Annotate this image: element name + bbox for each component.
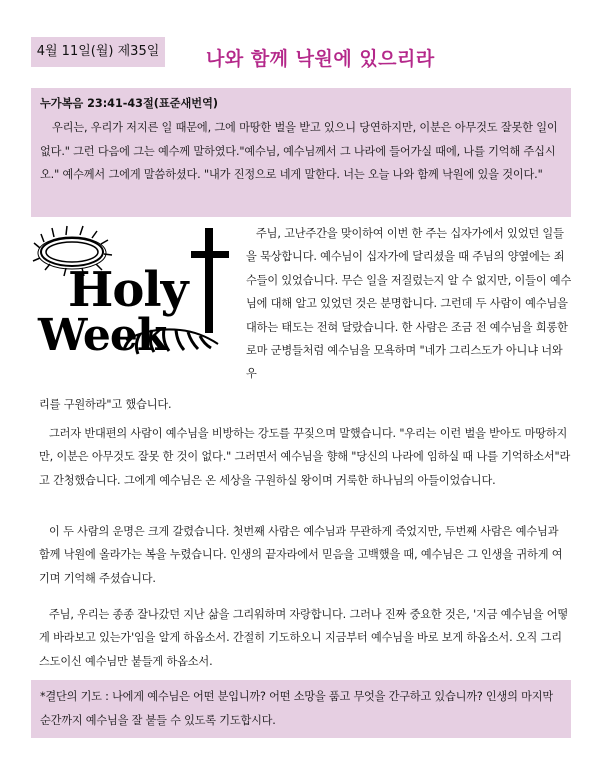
scripture-text: 우리는, 우리가 저지른 일 때문에, 그에 마땅한 벌을 받고 있으니 당연하지만, 이분은 아무것도 잘못한 일이 없다." 그런 다음에 그는 예수께 말하였다."예수님, 예수님께서 그 나라에 들어가실 때에, 나를 기억해 주십시오." 예수께서 그에게 말씀하셨다. "내가 진정으로 네게 말한다. 너는 오늘 나와 함께 낙원에 있을 것이다." [40,121,558,181]
paragraph-4: 주님, 우리는 종종 잘나갔던 지난 삶을 그리워하며 자랑합니다. 그러나 진짜 중요한 것은, '지금 예수님을 어떻게 바라보고 있는가'임을 알게 하옵소서. 간절히 기도하오니 지금부터 예수님을 바로 보게 하옵소서. 오직 그리스도이신 예수님만 붙들게 하옵소서. [39,608,569,668]
scripture-box [31,88,571,217]
holy-week-illustration [30,222,242,390]
decision-prayer-box: *결단의 기도 : 나에게 예수님은 어떤 분입니까? 어떤 소망을 품고 무엇을 간구하고 있습니까? 인생의 마지막 순간까지 예수님을 잘 붙들 수 있도록 기도합시다. [31,680,571,738]
paragraph-1: 주님, 고난주간을 맞이하여 이번 한 주는 십자가에서 있었던 일들을 묵상합니다. 예수님이 십자가에 달리셨을 때 주님의 양옆에는 죄수들이 있었습니다. 무슨 일을 저질렀는지 알 수 없지만, 이들이 예수님에 대해 알고 있었던 것은 분명합니다. 그런데 두 사람이 예수님을 대하는 태도는 전혀 달랐습니다. 한 사람은 조금 전 예수님을 희롱한 로마 군병들처럼 예수님을 모욕하며 "네가 그리스도가 아니냐 너와 우 [246,227,572,381]
paragraph-2: 그러자 반대편의 사람이 예수님을 비방하는 강도를 꾸짖으며 말했습니다. "우리는 이런 벌을 받아도 마땅하지만, 이분은 아무것도 잘못 한 것이 없다." 그러면서 예수님을 향해 "당신의 나라에 임하실 때 나를 기억하소서"라고 간청했습니다. 그에게 예수님은 온 세상을 구원하실 왕이며 거룩한 하나님의 아들이었습니다. [39,427,571,487]
date-label: 4월 11일(월) 제35일 [31,37,165,67]
page-title: 나와 함께 낙원에 있으리라 [206,48,435,70]
scripture-reference: 누가복음 23:41-43절(표준새번역) [40,97,219,110]
holy-word: Holy [68,262,188,318]
cross-icon [191,228,229,333]
paragraph-3: 이 두 사람의 운명은 크게 갈렸습니다. 첫번째 사람은 예수님과 무관하게 죽었지만, 두번째 사람은 예수님과 함께 낙원에 올라가는 복을 누렸습니다. 인생의 끝자라에서 믿음을 고백했을 때, 예수님은 그 인생을 귀하게 여기며 기억해 주셨습니다. [39,525,563,585]
paragraph-1-continued: 리를 구원하라"고 했습니다. [39,398,172,411]
week-word: Week [38,310,167,361]
